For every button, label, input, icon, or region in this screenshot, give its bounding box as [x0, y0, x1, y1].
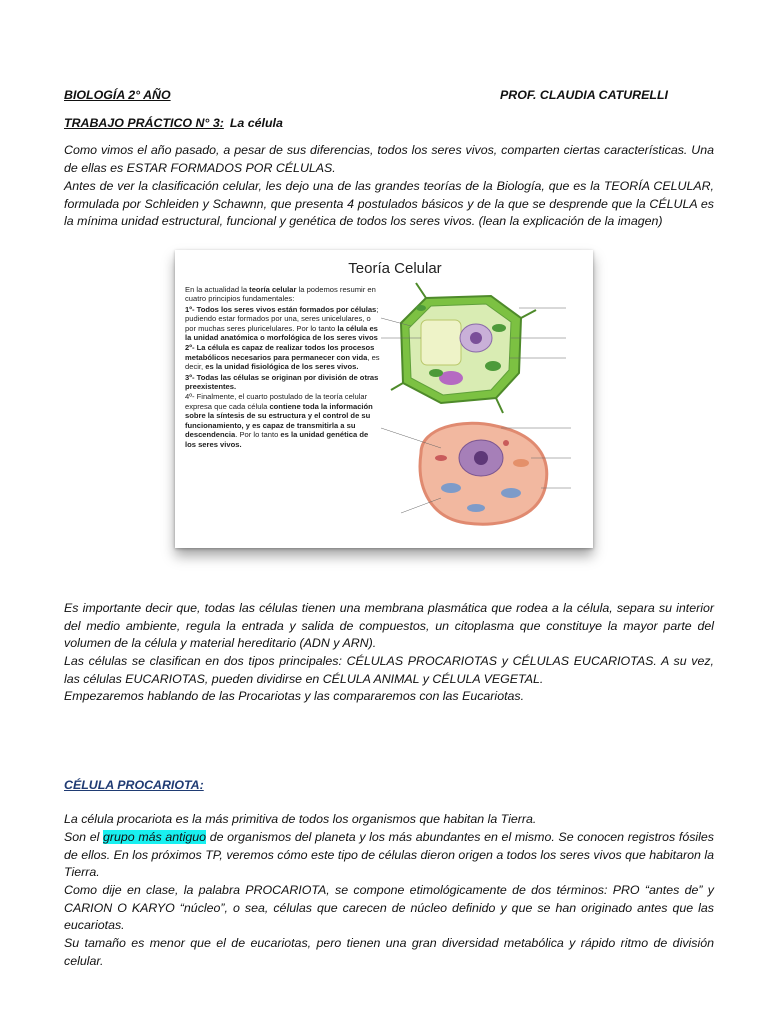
postulate-2: 2º- La célula es capaz de realizar todos los procesos metabólicos necesarios para permanecer con vida, es decir, es la unidad fisiológica de los seres vivos.: [185, 343, 380, 372]
tp-number: TRABAJO PRÁCTICO N° 3:: [64, 116, 224, 130]
tp-heading: [64, 115, 714, 133]
figure-intro: En la actualidad la teoría celular la podemos resumir en cuatro principios fundamentales:: [185, 285, 376, 304]
body-paragraph-3: Empezaremos hablando de las Procariotas y las compararemos con las Eucariotas.: [64, 689, 525, 703]
intro-paragraph-2: Antes de ver la clasificación celular, les dejo una de las grandes teorías de la Biología, que es la TEORÍA CELULAR, formulada por Schleiden y Schawnn, que presenta 4 postulados básicos y de la que se desprende que la CÉLULA es la mínima unidad estructural, funcional y genética de todos los seres vivos. (lean la explicación de la imagen): [64, 179, 714, 229]
subject-heading: BIOLOGÍA 2° AÑO: [64, 88, 171, 102]
figure-text: [185, 285, 380, 450]
section-paragraph-4: Su tamaño es menor que el de eucariotas, pero tienen una gran diversidad metabólica y rápido ritmo de división celular.: [64, 936, 714, 968]
plant-cell-diagram: [381, 283, 566, 413]
cell-theory-figure: [175, 250, 593, 548]
body-paragraph-2: Las células se clasifican en dos tipos principales: CÉLULAS PROCARIOTAS y CÉLULAS EUCARIOTAS. A su vez, las células EUCARIOTAS, pueden dividirse en CÉLULA ANIMAL y CÉLULA VEGETAL.: [64, 654, 714, 686]
section-paragraph-3: Como dije en clase, la palabra PROCARIOTA, se compone etimológicamente de dos términos: PRO “antes de” y CARION O KARYO “núcleo”, o sea, células que carecen de núcleo definido y que se han originado antes que las eucariotas.: [64, 883, 714, 933]
figure-title: Teoría Celular: [348, 260, 442, 277]
tp-title: La célula: [229, 116, 283, 130]
professor-heading: PROF. CLAUDIA CATURELLI: [500, 88, 668, 102]
body-paragraph-1: Es importante decir que, todas las células tienen una membrana plasmática que rodea a la célula, separa su interior del medio ambiente, regula la entrada y salida de compuestos, un citoplasma que constituye la mayor parte del volumen de la célula y material hereditario (ADN y ARN).: [64, 601, 714, 651]
postulate-4: 4º- Finalmente, el cuarto postulado de la teoría celular expresa que cada célula contiene toda la información sobre la síntesis de su estructura y el control de su funcionamiento, y es capaz de transmitirla a su descendencia. Por lo tanto es la unidad genética de los seres vivos.: [185, 392, 373, 449]
highlighted-text: grupo más antiguo: [103, 830, 207, 844]
postulate-1: 1º- Todos los seres vivos están formados por células; pudiendo estar formados por una, seres unicelulares, o por muchas seres pluricelulares. Por lo tanto la célula es la unidad anatómica o morfológica de los seres vivos: [185, 304, 379, 343]
section-heading: CÉLULA PROCARIOTA:: [64, 778, 204, 792]
postulate-3: 3º- Todas las células se originan por división de otras preexistentes.: [185, 372, 379, 392]
section-paragraph-1: La célula procariota es la más primitiva de todos los organismos que habitan la Tierra.: [64, 812, 537, 826]
cell-diagrams: [381, 278, 586, 543]
intro-paragraph-1: Como vimos el año pasado, a pesar de sus diferencias, todos los seres vivos, comparten ciertas características. Una de ellas es ESTAR FORMADOS POR CÉLULAS.: [64, 143, 714, 175]
animal-cell-diagram: [381, 423, 571, 524]
section-paragraph-2: Son el grupo más antiguo de organismos del planeta y los más abundantes en el mismo. Se conocen registros fósiles de ellos. En los próximos TP, veremos cómo este tipo de células dieron origen a todos los seres vivos que habitaron la Tierra.: [64, 830, 715, 880]
